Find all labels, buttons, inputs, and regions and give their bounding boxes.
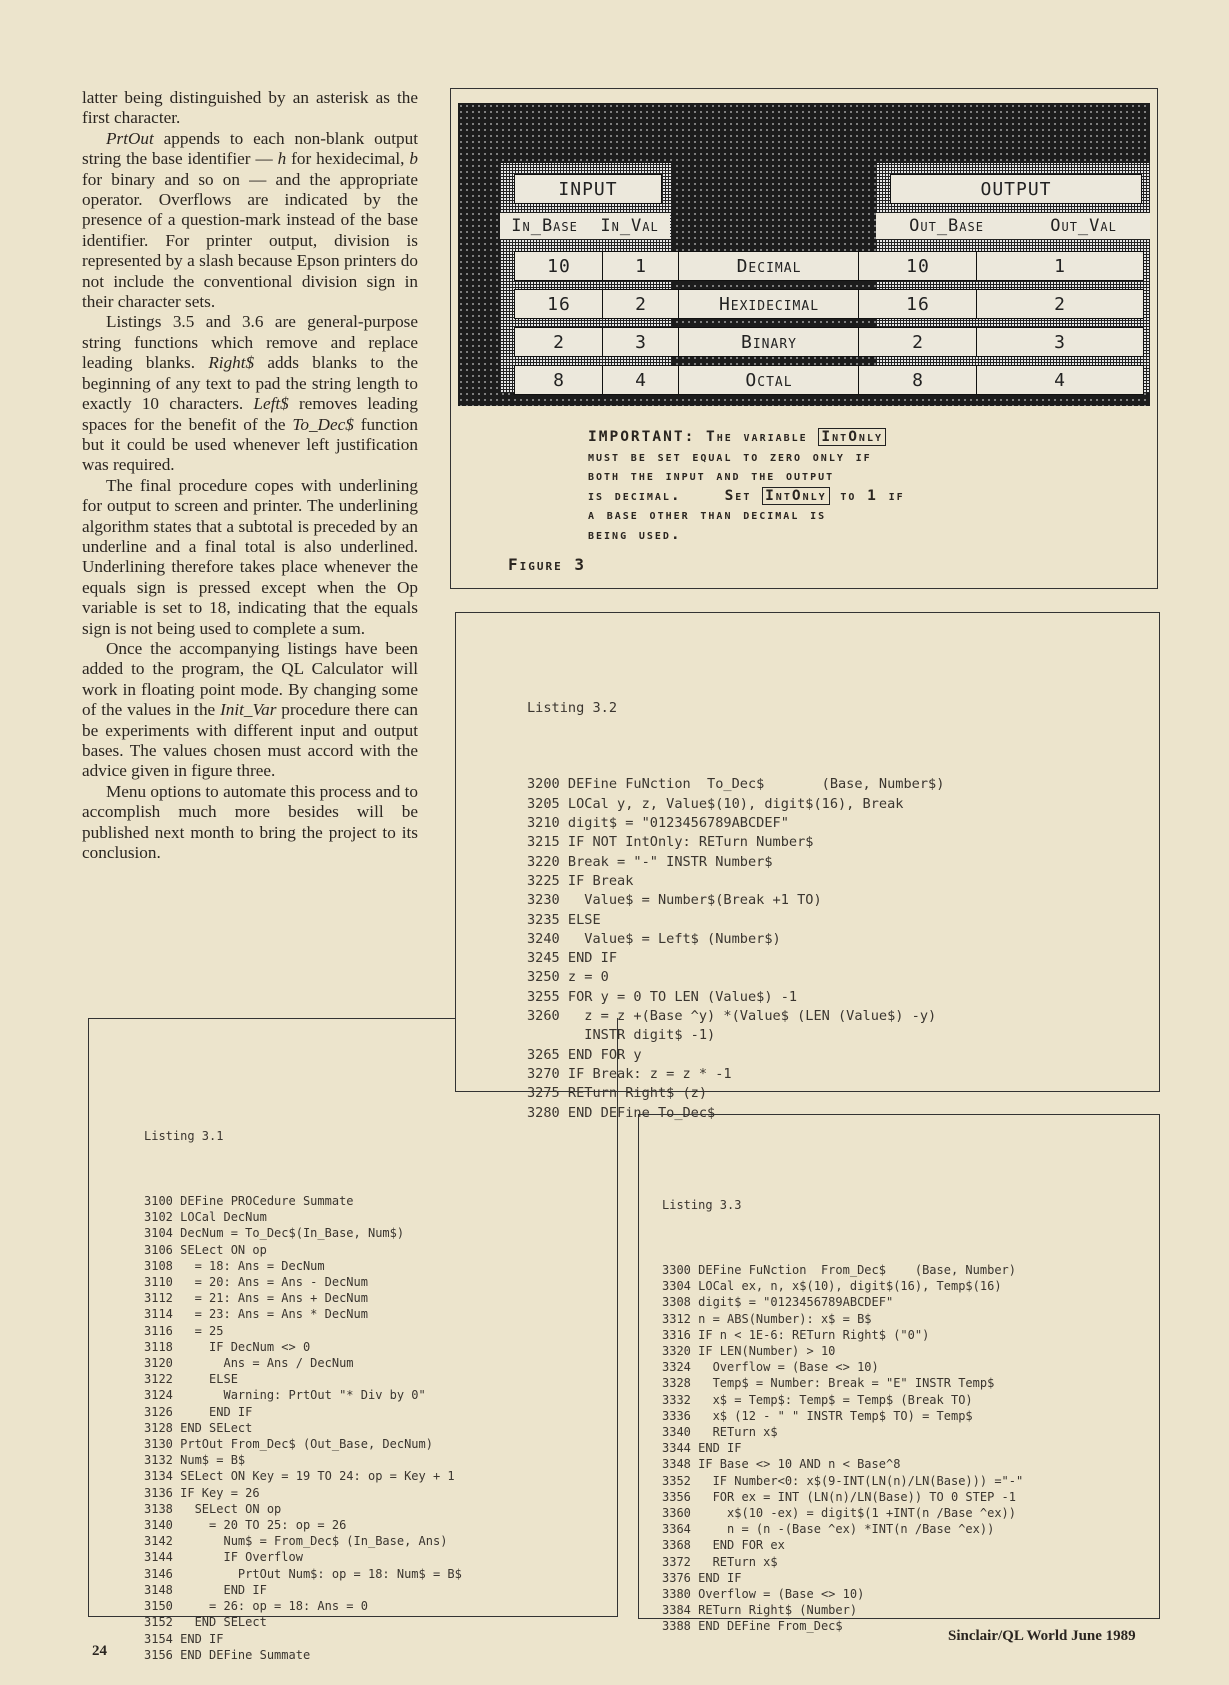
base-name-cell: Binary xyxy=(678,327,860,357)
code-line: 3304 LOCal ex, n, x$(10), digit$(16), Temp$(16) xyxy=(662,1279,1002,1294)
code-line: 3388 END DEFine From_Dec$ xyxy=(662,1619,843,1634)
input-headers xyxy=(500,213,670,239)
code-line: 3230 Value$ = Number$(Break +1 TO) xyxy=(527,892,822,909)
code-line: 3275 RETurn Right$ (z) xyxy=(527,1085,708,1102)
italic-term: PrtOut xyxy=(106,128,154,148)
italic-term: To_Dec$ xyxy=(292,414,354,434)
code-line: 3240 Value$ = Left$ (Number$) xyxy=(527,930,781,947)
in-base-cell: 8 xyxy=(514,365,604,395)
code-line: 3140 = 20 TO 25: op = 26 xyxy=(144,1518,347,1533)
article-paragraph xyxy=(82,476,418,639)
italic-term: b xyxy=(409,149,418,169)
code-line: 3364 n = (n -(Base ^ex) *INT(n /Base ^ex)) xyxy=(662,1522,995,1537)
note-line-6: being used. xyxy=(588,526,682,543)
code-line: 3235 ELSE xyxy=(527,911,601,928)
text-run: procedure there can be experiments with different input and output bases. The values chosen must accord with the advice given in figure three. xyxy=(82,700,418,781)
code-line: 3332 x$ = Temp$: Temp$ = Temp$ (Break TO) xyxy=(662,1392,973,1407)
text-run: function but it could be used whenever left justification was required. xyxy=(82,414,418,475)
note-line-2: must be set equal to zero only if xyxy=(588,448,872,465)
code-line: 3328 Temp$ = Number: Break = "E" INSTR Temp$ xyxy=(662,1376,995,1391)
code-line: 3265 END FOR y xyxy=(527,1046,642,1063)
code-line: 3116 = 25 xyxy=(144,1323,224,1338)
code-line: 3154 END IF xyxy=(144,1631,224,1646)
code-line: 3114 = 23: Ans = Ans * DecNum xyxy=(144,1307,368,1322)
important-note xyxy=(588,428,905,545)
code-line: 3352 IF Number<0: x$(9-INT(LN(n)/LN(Base))) ="-" xyxy=(662,1473,1024,1488)
base-name-cell: Decimal xyxy=(678,251,860,281)
article-paragraph xyxy=(82,88,418,129)
text-run: The final procedure copes with underlining for output to screen and printer. The underlining algorithm states that a subtotal is preceded by an underline and a final total is also underlined. Underlining therefore takes place whenever the equals sign is pressed except when the Op variable is set to 18, indicating that the equals sign is not being used to complete a sum. xyxy=(82,475,418,638)
code-line: 3384 RETurn Right$ (Number) xyxy=(662,1603,858,1618)
code-line: 3225 IF Break xyxy=(527,872,634,889)
code-line: 3312 n = ABS(Number): x$ = B$ xyxy=(662,1311,872,1326)
listing-3-2-title: Listing 3.2 xyxy=(527,699,618,716)
in-base-cell: 2 xyxy=(514,327,604,357)
code-line: 3150 = 26: op = 18: Ans = 0 xyxy=(144,1599,368,1614)
code-line: 3245 END IF xyxy=(527,950,618,967)
note-line-3: both the input and the output xyxy=(588,468,835,484)
in-base-cell: 16 xyxy=(514,289,604,319)
italic-term: h xyxy=(277,149,287,169)
code-line: 3300 DEFine FuNction From_Dec$ (Base, Number) xyxy=(662,1263,1017,1278)
out-val-cell: 1 xyxy=(976,251,1144,281)
code-line: 3120 Ans = Ans / DecNum xyxy=(144,1356,354,1371)
code-line: 3128 END SELect xyxy=(144,1420,253,1435)
code-line: 3368 END FOR ex xyxy=(662,1538,785,1553)
code-line: 3360 x$(10 -ex) = digit$(1 +INT(n /Base ^ex)) xyxy=(662,1506,1017,1521)
code-line: 3324 Overflow = (Base <> 10) xyxy=(662,1360,879,1375)
base-name-cell: Hexidecimal xyxy=(678,289,860,319)
code-line: 3132 Num$ = B$ xyxy=(144,1453,246,1468)
input-title: INPUT xyxy=(514,174,662,204)
figure-label: Figure 3 xyxy=(508,555,587,574)
text-run: adds blanks to the beginning of any text to pad the string length to exactly 10 characters. xyxy=(82,353,418,414)
text-run: appends to each non-blank output string the base identifier — xyxy=(82,128,418,169)
note-line-4b: to 1 if xyxy=(829,487,905,504)
code-line: 3344 END IF xyxy=(662,1441,742,1456)
article-paragraph xyxy=(82,312,418,475)
text-run: removes leading spaces for the benefit of the xyxy=(82,394,418,434)
code-line: 3146 PrtOut Num$: op = 18: Num$ = B$ xyxy=(144,1566,462,1581)
code-line: 3110 = 20: Ans = Ans - DecNum xyxy=(144,1275,368,1290)
figure-3-screen xyxy=(458,103,1150,406)
code-line: 3106 SELect ON op xyxy=(144,1242,267,1257)
code-line: 3118 IF DecNum <> 0 xyxy=(144,1339,311,1354)
code-line: 3142 Num$ = From_Dec$ (In_Base, Ans) xyxy=(144,1534,448,1549)
text-run: for binary and so on — and the appropriate operator. Overflows are indicated by the presence of a question-mark instead of the base identifier. For printer output, division is represented by a slash because Epson printers do not include the conventional division sign in their character sets. xyxy=(82,169,418,312)
text-run: latter being distinguished by an asterisk as the first character. xyxy=(82,88,418,128)
out-val-header: Out_Val xyxy=(1050,216,1117,236)
in-base-header: In_Base xyxy=(511,216,578,236)
out-val-cell: 3 xyxy=(976,327,1144,357)
listing-3-3 xyxy=(662,1165,1023,1651)
text-run: Menu options to automate this process and to accomplish much more besides will be published next month to bring the project to its conclusion. xyxy=(82,781,418,863)
article-paragraph xyxy=(82,129,418,313)
code-line: 3250 z = 0 xyxy=(527,969,609,986)
in-val-cell: 3 xyxy=(602,327,680,357)
code-line: 3356 FOR ex = INT (LN(n)/LN(Base)) TO 0 STEP -1 xyxy=(662,1489,1017,1504)
code-line: 3372 RETurn x$ xyxy=(662,1554,778,1569)
code-line: 3320 IF LEN(Number) > 10 xyxy=(662,1344,836,1359)
out-base-cell: 8 xyxy=(858,365,978,395)
in-val-cell: 2 xyxy=(602,289,680,319)
text-run: Listings 3.5 and 3.6 are general-purpose string functions which remove and replace leading blanks. xyxy=(82,312,418,373)
code-line: 3205 LOCal y, z, Value$(10), digit$(16), Break xyxy=(527,795,904,812)
article-paragraph xyxy=(82,782,418,864)
code-line: 3102 LOCal DecNum xyxy=(144,1210,267,1225)
listing-3-3-title: Listing 3.3 xyxy=(662,1198,742,1213)
italic-term: Init_Var xyxy=(220,700,277,720)
out-base-header: Out_Base xyxy=(909,216,984,236)
code-line: 3134 SELect ON Key = 19 TO 24: op = Key + 1 xyxy=(144,1469,455,1484)
output-headers xyxy=(876,213,1150,239)
text-run: for hexidecimal, xyxy=(286,149,410,169)
in-val-header: In_Val xyxy=(600,216,659,236)
intonly-keyword: IntOnly xyxy=(818,428,886,446)
code-line: 3336 x$ (12 - " " INSTR Temp$ TO) = Temp$ xyxy=(662,1408,973,1423)
code-line: 3280 END DEFine To_Dec$ xyxy=(527,1104,716,1121)
code-line: 3380 Overflow = (Base <> 10) xyxy=(662,1587,865,1602)
italic-term: Left$ xyxy=(253,394,289,414)
code-line: 3308 digit$ = "0123456789ABCDEF" xyxy=(662,1295,894,1310)
note-line-5: a base other than decimal is xyxy=(588,507,827,523)
code-line: 3122 ELSE xyxy=(144,1372,238,1387)
listing-3-1 xyxy=(144,1096,462,1679)
code-line: 3100 DEFine PROCedure Summate xyxy=(144,1194,354,1209)
code-line: 3215 IF NOT IntOnly: RETurn Number$ xyxy=(527,834,814,851)
code-line: 3152 END SELect xyxy=(144,1615,267,1630)
output-title: OUTPUT xyxy=(890,174,1142,204)
code-line: 3112 = 21: Ans = Ans + DecNum xyxy=(144,1291,368,1306)
out-base-cell: 2 xyxy=(858,327,978,357)
code-line: 3316 IF n < 1E-6: RETurn Right$ ("0") xyxy=(662,1327,930,1342)
code-line: 3144 IF Overflow xyxy=(144,1550,303,1565)
listing-3-1-top-border xyxy=(88,1018,456,1019)
in-val-cell: 4 xyxy=(602,365,680,395)
code-line: 3156 END DEFine Summate xyxy=(144,1647,311,1662)
code-line: 3348 IF Base <> 10 AND n < Base^8 xyxy=(662,1457,901,1472)
code-line: 3255 FOR y = 0 TO LEN (Value$) -1 xyxy=(527,988,798,1005)
out-val-cell: 4 xyxy=(976,365,1144,395)
code-line: 3220 Break = "-" INSTR Number$ xyxy=(527,853,773,870)
in-val-cell: 1 xyxy=(602,251,680,281)
article-text-column xyxy=(82,88,418,863)
listing-3-1-title: Listing 3.1 xyxy=(144,1129,224,1144)
page-number: 24 xyxy=(92,1643,107,1659)
code-line: 3340 RETurn x$ xyxy=(662,1425,778,1440)
out-base-cell: 10 xyxy=(858,251,978,281)
code-line: 3138 SELect ON op xyxy=(144,1501,282,1516)
code-line: 3260 z = z +(Base ^y) *(Value$ (LEN (Value$) -y) xyxy=(527,1008,937,1025)
code-line: 3210 digit$ = "0123456789ABCDEF" xyxy=(527,815,789,832)
code-line: 3200 DEFine FuNction To_Dec$ (Base, Number$) xyxy=(527,776,945,793)
article-paragraph xyxy=(82,639,418,782)
in-base-cell: 10 xyxy=(514,251,604,281)
code-line: 3376 END IF xyxy=(662,1570,742,1585)
code-line: INSTR digit$ -1) xyxy=(527,1027,716,1044)
code-line: 3108 = 18: Ans = DecNum xyxy=(144,1258,325,1273)
code-line: 3136 IF Key = 26 xyxy=(144,1485,260,1500)
code-line: 3148 END IF xyxy=(144,1582,267,1597)
out-val-cell: 2 xyxy=(976,289,1144,319)
text-run: Once the accompanying listings have been added to the program, the QL Calculator will work in floating point mode. By changing some of the values in the xyxy=(82,638,418,720)
code-line: 3130 PrtOut From_Dec$ (Out_Base, DecNum) xyxy=(144,1437,433,1452)
base-name-cell: Octal xyxy=(678,365,860,395)
italic-term: Right$ xyxy=(208,353,255,373)
code-line: 3104 DecNum = To_Dec$(In_Base, Num$) xyxy=(144,1226,405,1241)
publication-name: Sinclair/QL World June 1989 xyxy=(948,1628,1136,1644)
code-line: 3270 IF Break: z = z * -1 xyxy=(527,1065,732,1082)
intonly-keyword-2: IntOnly xyxy=(762,487,830,505)
out-base-cell: 16 xyxy=(858,289,978,319)
code-line: 3126 END IF xyxy=(144,1404,253,1419)
note-line-4a: is decimal. Set xyxy=(588,487,763,504)
note-line-1a: IMPORTANT: The variable xyxy=(588,429,819,445)
code-line: 3124 Warning: PrtOut "* Div by 0" xyxy=(144,1388,426,1403)
